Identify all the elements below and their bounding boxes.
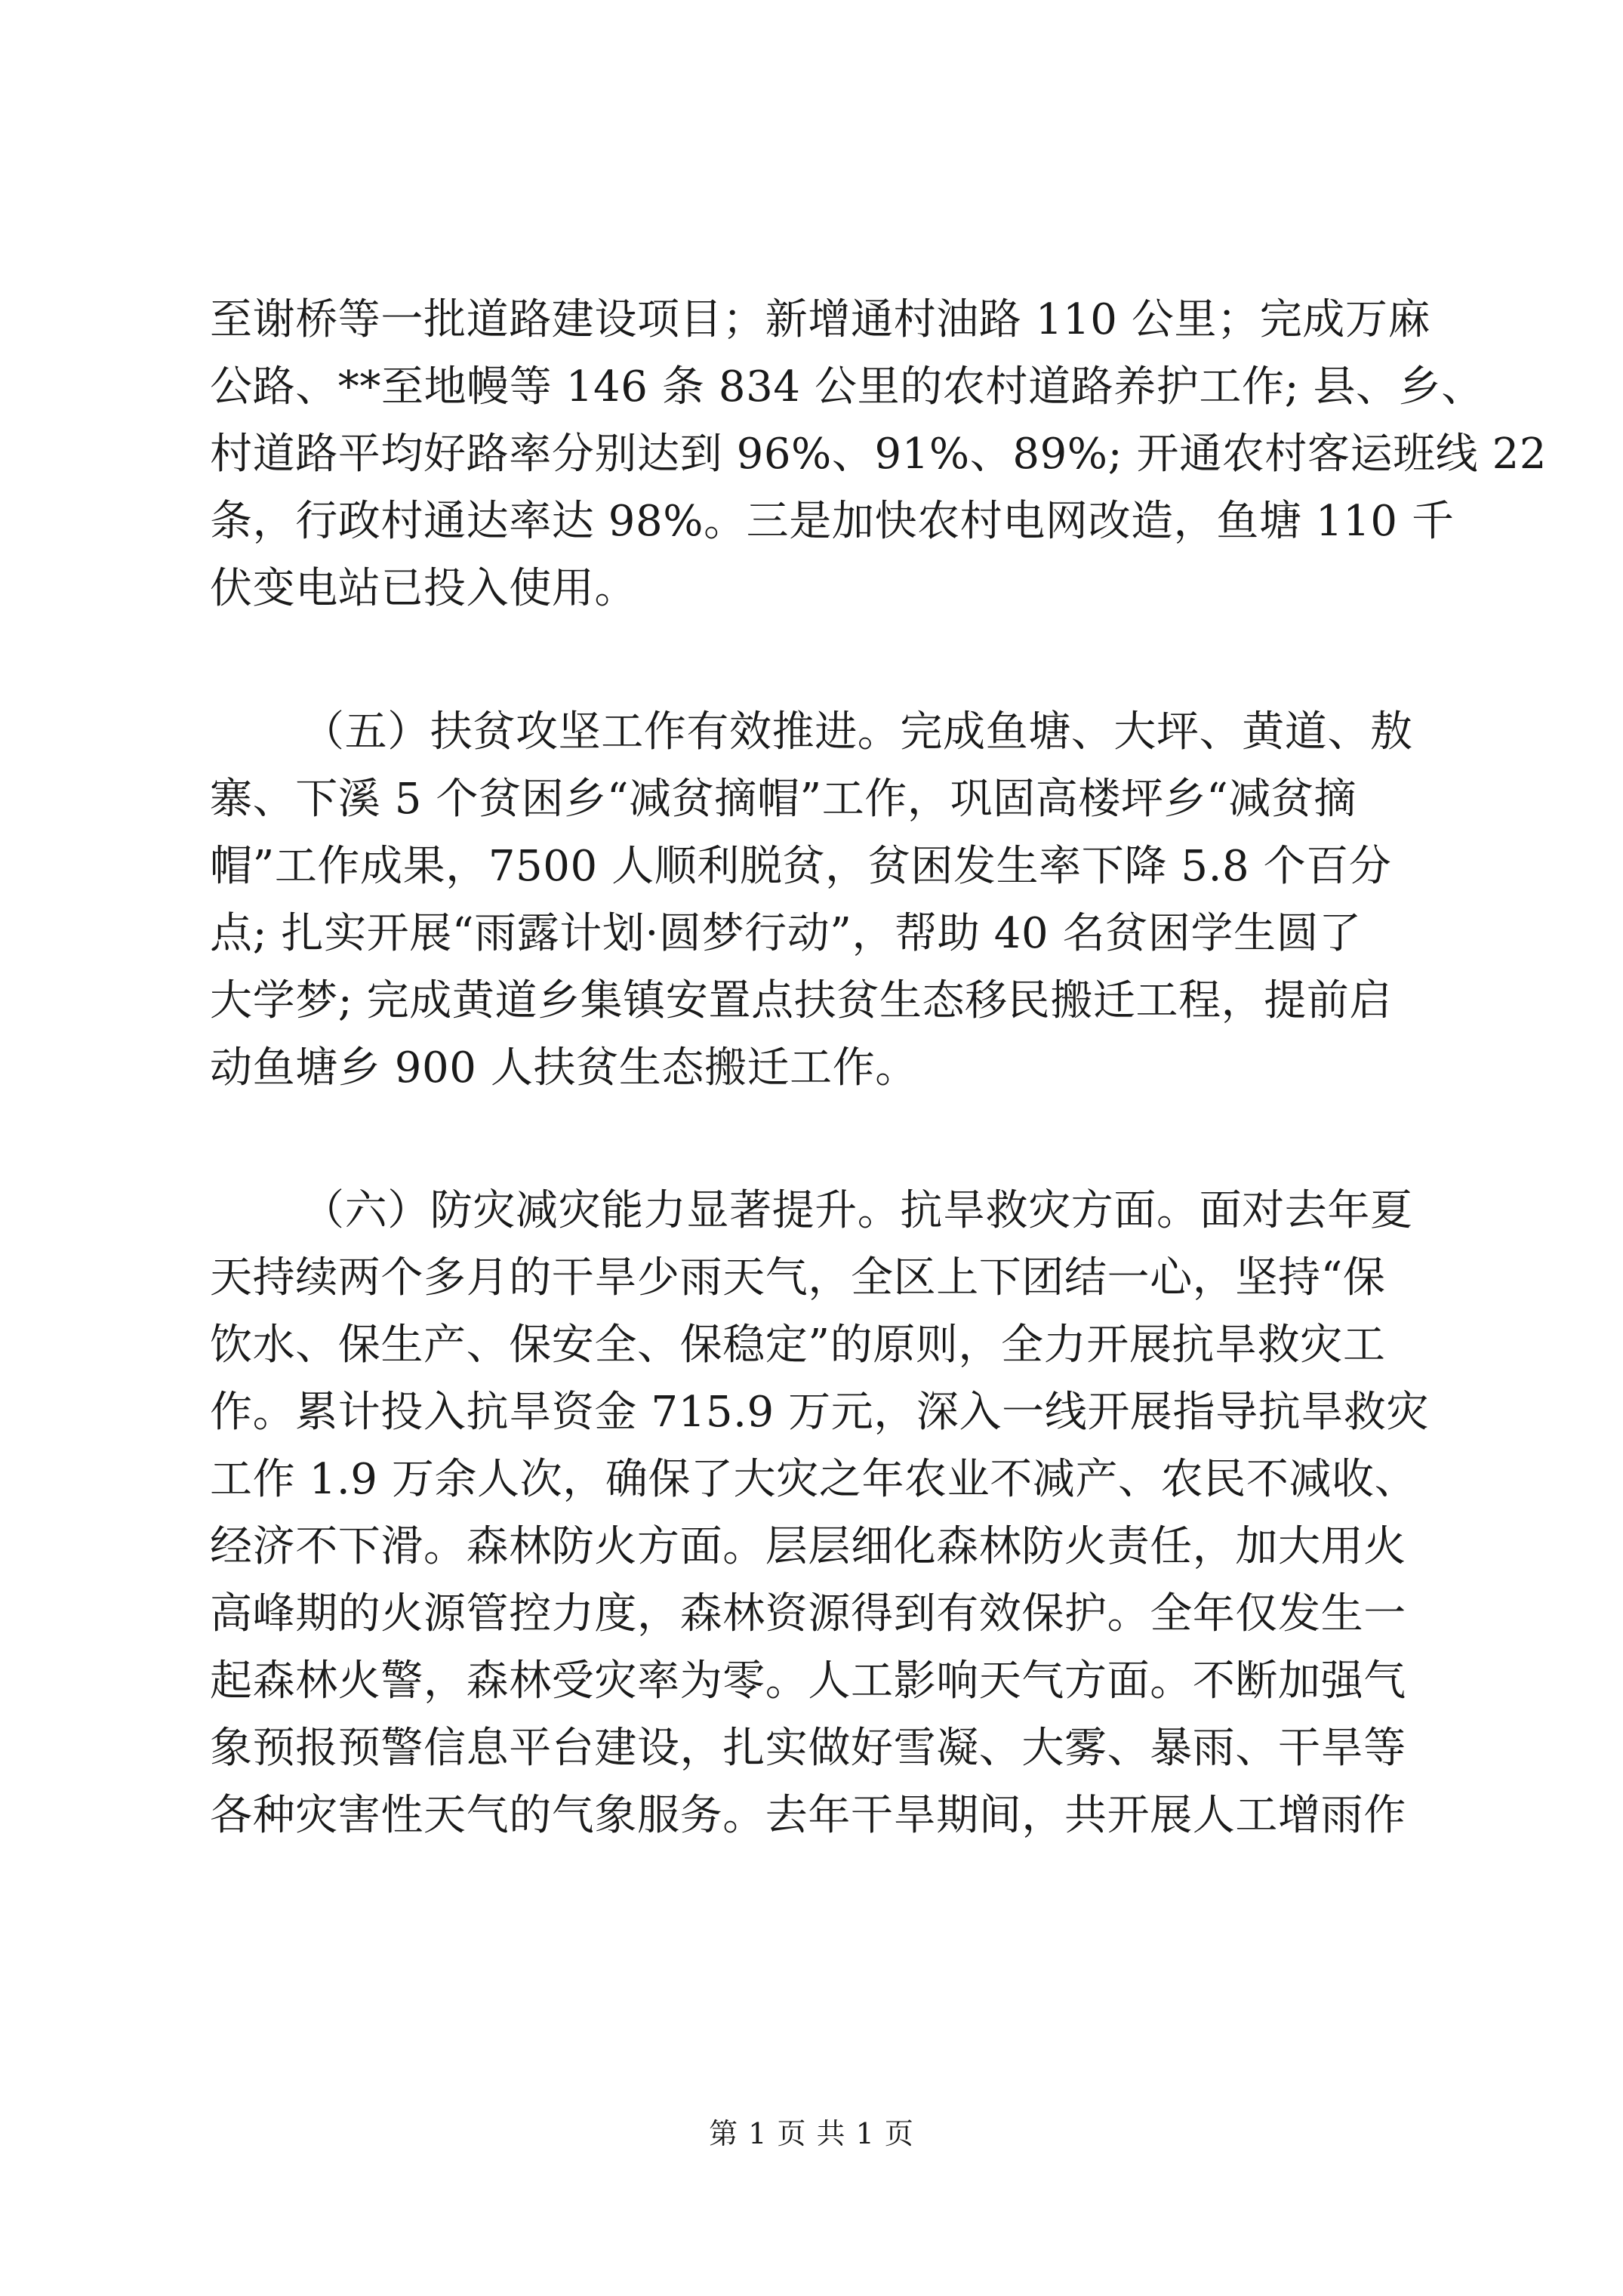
body-line: 条，行政村通达率达 98%。三是加快农村电网改造，鱼塘 110 千 xyxy=(210,497,1455,546)
body-line: 公路、**至地幔等 146 条 834 公里的农村道路养护工作; 县、乡、 xyxy=(210,362,1484,411)
body-line: 饮水、保生产、保安全、保稳定”的原则，全力开展抗旱救灾工 xyxy=(210,1321,1386,1370)
body-line: 帽”工作成果，7500 人顺利脱贫，贫困发生率下降 5.8 个百分 xyxy=(210,842,1392,891)
body-line: 各种灾害性天气的气象服务。去年干旱期间，共开展人工增雨作 xyxy=(210,1791,1406,1840)
body-line: 寨、下溪 5 个贫困乡“减贫摘帽”工作，巩固高楼坪乡“减贫摘 xyxy=(210,775,1357,824)
body-line: 作。累计投入抗旱资金 715.9 万元，深入一线开展指导抗旱救灾 xyxy=(210,1388,1430,1437)
body-line: 伏变电站已投入使用。 xyxy=(210,564,637,613)
body-line: 高峰期的火源管控力度，森林资源得到有效保护。全年仅发生一 xyxy=(210,1589,1406,1638)
section-heading-line: （五）扶贫攻坚工作有效推进。完成鱼塘、大坪、黄道、敖 xyxy=(302,707,1413,757)
body-line: 象预报预警信息平台建设，扎实做好雪凝、大雾、暴雨、干旱等 xyxy=(210,1724,1406,1773)
body-line: 至谢桥等一批道路建设项目；新增通村油路 110 公里；完成万麻 xyxy=(210,295,1431,344)
section-heading-line: （六）防灾减灾能力显著提升。抗旱救灾方面。面对去年夏 xyxy=(302,1186,1413,1235)
page-footer: 第 1 页 共 1 页 xyxy=(709,2117,914,2150)
body-line: 经济不下滑。森林防火方面。层层细化森林防火责任，加大用火 xyxy=(210,1522,1406,1571)
body-line: 工作 1.9 万余人次，确保了大灾之年农业不减产、农民不减收、 xyxy=(210,1455,1418,1504)
body-line: 村道路平均好路率分别达到 96%、91%、89%; 开通农村客运班线 22 xyxy=(210,430,1548,479)
body-line: 起森林火警，森林受灾率为零。人工影响天气方面。不断加强气 xyxy=(210,1657,1406,1706)
body-line: 大学梦; 完成黄道乡集镇安置点扶贫生态移民搬迁工程，提前启 xyxy=(210,976,1393,1025)
body-line: 动鱼塘乡 900 人扶贫生态搬迁工作。 xyxy=(210,1043,918,1093)
body-line: 点; 扎实开展“雨露计划·圆梦行动”，帮助 40 名贫困学生圆了 xyxy=(210,909,1362,958)
body-line: 天持续两个多月的干旱少雨天气，全区上下团结一心，坚持“保 xyxy=(210,1253,1386,1302)
